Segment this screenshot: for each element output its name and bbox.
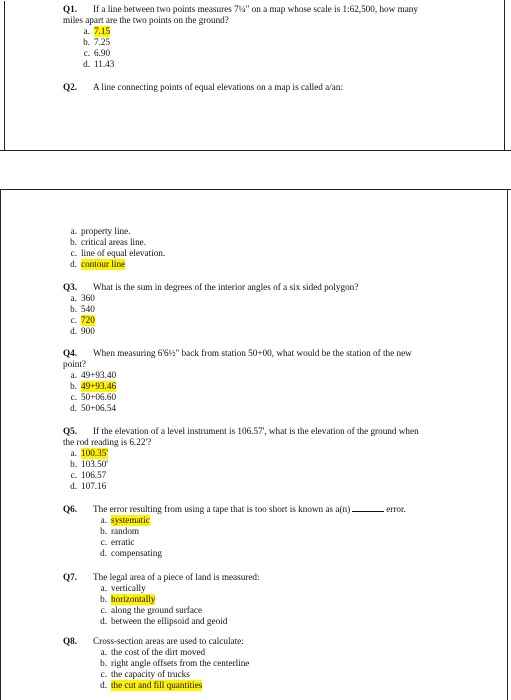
question-3 — [63, 282, 493, 337]
option-text: the capacity of trucks — [111, 669, 190, 679]
option-d — [93, 680, 495, 691]
question-number: Q1. — [63, 4, 78, 14]
option-a — [63, 293, 493, 304]
option-letter: c. — [70, 248, 77, 258]
question-text-continued: miles apart are the two points on the ground? — [63, 15, 229, 25]
option-letter: a. — [70, 226, 77, 236]
option-b — [93, 526, 495, 537]
option-a — [76, 26, 483, 37]
options-list — [63, 448, 495, 492]
option-c — [93, 605, 495, 616]
option-text-answer: 100.35' — [81, 448, 108, 458]
option-letter: c. — [70, 392, 77, 402]
question-2 — [63, 82, 483, 93]
question-2-options — [63, 226, 363, 270]
option-text-answer: horizontally — [111, 594, 156, 604]
option-d — [93, 548, 495, 559]
option-letter: c. — [70, 315, 77, 325]
option-text: the cost of the dirt moved — [111, 647, 206, 657]
option-letter: d. — [70, 481, 77, 491]
question-number: Q2. — [63, 82, 78, 92]
option-letter: c. — [100, 669, 107, 679]
option-b — [63, 381, 493, 392]
option-d — [63, 403, 493, 414]
option-letter: b. — [100, 658, 107, 668]
option-text-answer: 49+93.46 — [81, 381, 117, 391]
question-text-continued: the rod reading is 6.22'? — [63, 437, 152, 447]
option-letter: b. — [70, 237, 77, 247]
question-5 — [63, 426, 495, 492]
option-b — [76, 37, 483, 48]
option-letter: d. — [70, 403, 77, 413]
option-d — [63, 259, 363, 270]
option-letter: a. — [70, 293, 77, 303]
question-text: The legal area of a piece of land is measured: — [93, 572, 260, 582]
option-c — [93, 669, 495, 680]
options-list — [63, 515, 495, 559]
option-letter: b. — [83, 37, 90, 47]
option-text-answer: 720 — [81, 315, 95, 325]
option-a — [63, 370, 493, 381]
option-c — [93, 537, 495, 548]
option-text: property line. — [81, 226, 131, 236]
right-border-top — [504, 0, 505, 150]
option-letter: b. — [70, 304, 77, 314]
option-letter: a. — [100, 647, 107, 657]
option-text: along the ground surface — [111, 605, 203, 615]
option-letter: c. — [83, 48, 90, 58]
options-list — [63, 26, 483, 70]
option-b — [93, 658, 495, 669]
option-text: line of equal elevation. — [81, 248, 166, 258]
option-text: 50+06.60 — [81, 392, 117, 402]
option-text: 540 — [81, 304, 95, 314]
question-6 — [63, 504, 495, 559]
option-c — [63, 315, 493, 326]
option-text: 106.57 — [81, 470, 107, 480]
option-d — [76, 59, 483, 70]
question-number: Q3. — [63, 282, 78, 292]
option-d — [63, 481, 495, 492]
option-text: 49+93.40 — [81, 370, 117, 380]
option-b — [93, 594, 495, 605]
question-text-continued: point? — [63, 359, 86, 369]
question-text: The error resulting from using a tape that is too short is known as a(n) — [93, 504, 351, 514]
option-letter: a. — [70, 448, 77, 458]
option-letter: a. — [100, 583, 107, 593]
options-list — [63, 647, 495, 691]
option-letter: b. — [70, 459, 77, 469]
option-text: 6.90 — [94, 48, 111, 58]
option-text: compensating — [111, 548, 163, 558]
option-text: 50+06.54 — [81, 403, 117, 413]
question-4 — [63, 348, 493, 414]
option-text: between the ellipsoid and geoid — [111, 616, 228, 626]
option-letter: a. — [70, 370, 77, 380]
option-text: 107.16 — [81, 481, 107, 491]
option-letter: d. — [100, 680, 107, 690]
question-number: Q4. — [63, 348, 78, 358]
option-letter: a. — [83, 26, 90, 36]
option-text: erratic — [111, 537, 135, 547]
option-b — [63, 459, 495, 470]
question-number: Q7. — [63, 572, 78, 582]
option-d — [63, 326, 493, 337]
option-text: vertically — [111, 583, 146, 593]
question-text: Cross-section areas are used to calculate: — [93, 636, 244, 646]
option-a — [93, 583, 495, 594]
question-1 — [63, 4, 483, 70]
question-text: When measuring 6'6½" back from station 50+00, what would be the station of the new — [93, 348, 412, 358]
divider-top — [0, 150, 511, 151]
option-letter: d. — [83, 59, 90, 69]
question-8 — [63, 636, 495, 691]
question-text: What is the sum in degrees of the interior angles of a six sided polygon? — [93, 282, 359, 292]
option-text-answer: 7.15 — [94, 26, 111, 36]
option-c — [63, 248, 363, 259]
option-letter: a. — [100, 515, 107, 525]
option-text: 11.43 — [94, 59, 115, 69]
option-text-answer: the cut and fill quantities — [111, 680, 203, 690]
options-list — [63, 370, 493, 414]
option-d — [93, 616, 495, 627]
left-border-bottom — [0, 189, 1, 700]
option-c — [63, 392, 493, 403]
option-text: 7.25 — [94, 37, 111, 47]
option-letter: b. — [100, 594, 107, 604]
option-text: random — [111, 526, 140, 536]
option-letter: d. — [100, 548, 107, 558]
option-b — [63, 237, 363, 248]
option-a — [93, 647, 495, 658]
question-7 — [63, 572, 495, 627]
question-number: Q6. — [63, 504, 78, 514]
option-letter: b. — [100, 526, 107, 536]
option-text: right angle offsets from the centerline — [111, 658, 250, 668]
option-letter: d. — [70, 259, 77, 269]
options-list — [63, 293, 493, 337]
option-letter: c. — [100, 605, 107, 615]
option-letter: d. — [100, 616, 107, 626]
option-letter: c. — [70, 470, 77, 480]
option-a — [63, 448, 495, 459]
option-letter: d. — [70, 326, 77, 336]
option-text: 360 — [81, 293, 95, 303]
answer-blank — [352, 511, 384, 512]
question-number: Q5. — [63, 426, 78, 436]
option-text-answer: systematic — [111, 515, 150, 525]
question-text: If a line between two points measures 7¼" on a map whose scale is 1:62,500, how many — [93, 4, 418, 14]
question-text-end: error. — [386, 504, 406, 514]
option-b — [63, 304, 493, 315]
right-border-bottom — [507, 189, 508, 700]
question-text: A line connecting points of equal elevations on a map is called a/an: — [93, 82, 344, 92]
question-number: Q8. — [63, 636, 78, 646]
option-text: 900 — [81, 326, 95, 336]
option-c — [76, 48, 483, 59]
option-a — [93, 515, 495, 526]
question-text: If the elevation of a level instrument is 106.57', what is the elevation of the ground when — [93, 426, 419, 436]
option-text-answer: contour line — [81, 259, 126, 269]
option-text: critical areas line. — [81, 237, 147, 247]
option-c — [63, 470, 495, 481]
options-list — [63, 583, 495, 627]
option-letter: b. — [70, 381, 77, 391]
option-text: 103.50' — [81, 459, 108, 469]
divider-bottom — [0, 189, 511, 190]
option-a — [63, 226, 363, 237]
option-letter: c. — [100, 537, 107, 547]
